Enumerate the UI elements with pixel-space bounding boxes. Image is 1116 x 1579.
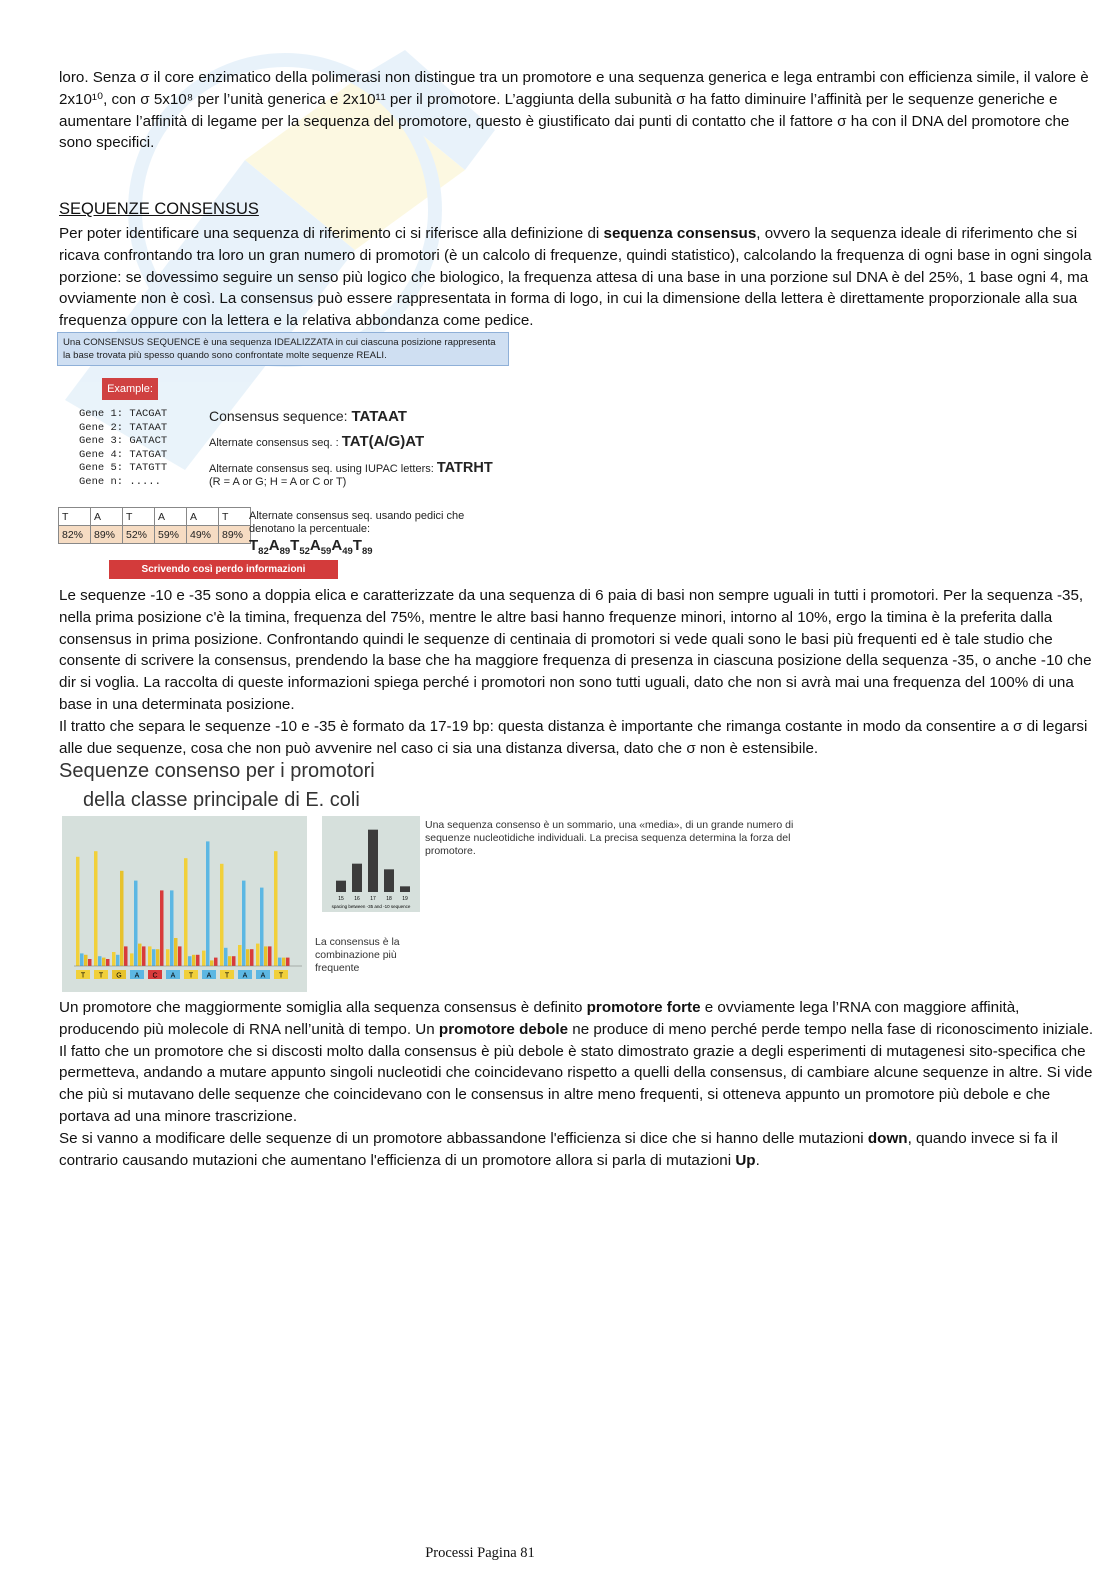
iupac-label: Alternate consensus seq. using IUPAC letters:: [209, 463, 437, 475]
bar: [238, 945, 242, 966]
bar: [80, 953, 84, 966]
iupac-value: TATRHT: [436, 460, 493, 476]
bar: [260, 888, 264, 966]
table-cell: 52%: [123, 526, 155, 544]
table-cell: 49%: [187, 526, 219, 544]
base-label: A: [134, 972, 140, 980]
bar: [202, 951, 206, 966]
base-label: A: [260, 972, 266, 980]
gene-line: Gene n: .....: [79, 475, 161, 488]
gene-line: Gene 3: GATACT: [79, 435, 168, 448]
bar: [130, 953, 134, 966]
base-label: T: [188, 972, 194, 980]
subscript-note: Alternate consensus seq. usando pedici che denotano la percentuale:: [249, 510, 465, 535]
figure-caption: Una sequenza consenso è un sommario, una «media», di un grande numero di sequenze nucleotidiche individuali. La precisa sequenza determina la forza del promotore.: [425, 819, 794, 857]
page-footer: Processi Pagina 81: [425, 1545, 535, 1561]
tick-label: 17: [370, 896, 376, 902]
base-frequency-chart: [62, 816, 307, 992]
base-label: A: [242, 972, 248, 980]
bar: [274, 851, 278, 966]
table-cell: A: [91, 508, 123, 526]
tick-label: 19: [402, 896, 408, 902]
base-label: A: [170, 972, 176, 980]
bar: [264, 946, 268, 966]
bar: [188, 956, 192, 966]
bar: [160, 890, 164, 966]
bar: [206, 841, 210, 966]
tick-label: 18: [386, 896, 392, 902]
tick-label: 16: [354, 896, 360, 902]
gene-list: [79, 408, 167, 490]
bar: [170, 890, 174, 966]
axis-label: spacing between -35 and -10 sequence: [331, 904, 411, 909]
subscript-sequence: $T_{82}A_{89}T_{52}A_{59}A_{49}T_{89}$: [249, 537, 373, 557]
bar: [116, 955, 120, 966]
bar: [246, 949, 250, 966]
bar: [250, 949, 254, 966]
table-cell: A: [187, 508, 219, 526]
figure-banner: Una CONSENSUS SEQUENCE è una sequenza IDEALIZZATA in cui ciascuna posizione rappresenta la base trovata più spesso quando sono confrontate molte sequenze REALI.: [57, 332, 509, 366]
bar: [278, 958, 282, 966]
bar: [148, 946, 152, 966]
table-cell: T: [59, 508, 91, 526]
paragraph-sequences: Le sequenze -10 e -35 sono a doppia elica e caratterizzate da una sequenza di 6 paia di basi non sempre uguali in tutti i promotori. Per la sequenza -35, nella prima posizione c'è la timina, frequenza del 75%, mentre le altre basi hanno frequenze minori, intorno al 10%, ergo la timina è la preferita dalla consensus in prima posizione. Confrontando quindi le sequenze di centinaia di promotori si vede quali sono le basi più frequenti ed è tale studio che consente di scrivere la consensus, prendendo la base che ha maggiore frequenza di presenza in ciascuna posizione della sequenza -35, o anche -10 che dir si voglia. La raccolta di queste informazioni spiega perché i promotori non sono tutti uguali, dato che non si avrà mai una frequenza del 100% di una base in una determinata posizione. Il tratto che separa le sequenze -10 e -35 è formato da 17-19 bp: questa distanza è importante che rimanga costante in modo da consentire a σ di legarsi alle due sequenze, cosa che non può avvenire nel caso ci sia una distanza diversa, dato che σ non è estensibile.: [59, 587, 1092, 757]
gene-line: Gene 2: TATAAT: [79, 421, 168, 434]
alt-label: Alternate consensus seq. :: [209, 437, 342, 449]
figure-subtitle: della classe principale di E. coli: [83, 789, 360, 811]
bar: [102, 958, 106, 966]
bar: [384, 869, 394, 892]
base-label: C: [152, 972, 158, 980]
table-cell: T: [123, 508, 155, 526]
table-cell: 89%: [219, 526, 251, 544]
gene-line: Gene 1: TACGAT: [79, 408, 168, 420]
bar: [124, 946, 128, 966]
promoter-consensus-figure: [57, 760, 827, 996]
info-loss-bar: Scrivendo così perdo informazioni: [109, 560, 338, 579]
table-cell: 89%: [91, 526, 123, 544]
table-cell: 59%: [155, 526, 187, 544]
alt-value: TAT(A/G)AT: [341, 433, 425, 450]
table-cell: 82%: [59, 526, 91, 544]
bar: [94, 851, 98, 966]
frequency-table: [58, 507, 251, 544]
bar: [178, 946, 182, 966]
base-label: T: [98, 972, 104, 980]
bar: [224, 948, 228, 966]
bar: [242, 881, 246, 966]
bar: [84, 955, 88, 966]
base-label: T: [278, 972, 284, 980]
bar: [88, 959, 92, 966]
bar: [352, 864, 362, 892]
bar: [184, 858, 188, 966]
bar: [210, 960, 214, 966]
bar: [214, 958, 218, 966]
figure-title: Sequenze consenso per i promotori: [59, 760, 375, 782]
bar: [400, 886, 410, 892]
bar: [134, 881, 138, 966]
consensus-example-figure: [57, 332, 517, 582]
bar: [220, 864, 224, 966]
base-label: A: [206, 972, 212, 980]
consensus-value: TATAAT: [351, 408, 407, 425]
bar: [152, 949, 156, 966]
bar: [268, 946, 272, 966]
bar: [174, 938, 178, 966]
bar: [76, 857, 80, 966]
bar: [192, 955, 196, 966]
bar: [120, 871, 124, 966]
table-cell: A: [155, 508, 187, 526]
bar: [228, 956, 232, 966]
figure-caption-consensus: La consensus è la combinazione più frequente: [315, 936, 400, 974]
tick-label: 15: [338, 896, 344, 902]
bar: [166, 949, 170, 966]
bar: [196, 955, 200, 966]
paragraph-affinity: loro. Senza σ il core enzimatico della polimerasi non distingue tra un promotore e una sequenza generica e lega entrambi con efficienza simile, il valore è 2x10¹⁰, con σ 5x10⁸ per l’unità generica e 2x10¹¹ per il promotore. L’aggiunta della subunità σ ha fatto diminuire l’affinità per le sequenze generiche e aumentare l’affinità di legame per la sequenza del promotore, questo è giustificato dai punti di contatto che il fattore σ ha con il DNA del promotore che sono specifici.: [59, 69, 1089, 152]
bar: [138, 944, 142, 966]
consensus-label: Consensus sequence:: [209, 408, 352, 424]
bar: [156, 949, 160, 966]
bar: [142, 946, 146, 966]
base-label: T: [224, 972, 230, 980]
section-heading: SEQUENZE CONSENSUS: [59, 200, 259, 218]
bar: [232, 956, 236, 966]
consensus-block: [209, 408, 493, 488]
example-label: Example:: [102, 378, 158, 400]
base-label: G: [116, 972, 122, 980]
paragraph-promoter-strength: Un promotore che maggiormente somiglia alla sequenza consensus è definito promotore forte e ovviamente lega l’RNA con maggiore affinità, producendo più molecole di RNA nell’unità di tempo. Un promotore debole ne produce di meno perché perde tempo nella fase di riconoscimento iniziale. Il fatto che un promotore che si discosti molto dalla consensus è più debole è stato dimostrato grazie a degli esperimenti di mutagenesi sito-specifica che permetteva, andando a mutare appunto singoli nucleotidi che coincidevano rispetto a quelli della consensus, di cambiare alcune sequenze in altre. Si vide che più si mutavano delle sequenze che coincidevano con le consensus in altre meno frequenti, si otteneva appunto un promotore più debole e che portava ad una minore trascrizione. Se si vanno a modificare delle sequenze di un promotore abbassandone l'efficienza si dice che si hanno delle mutazioni down, quando invece si fa il contrario causando mutazioni che aumentano l'efficienza di un promotore allora si parla di mutazioni Up.: [59, 999, 1094, 1169]
gene-line: Gene 5: TATGTT: [79, 462, 168, 475]
bar: [98, 956, 102, 966]
iupac-note: (R = A or G; H = A or C or T): [209, 476, 347, 488]
bar: [256, 944, 260, 966]
bar: [286, 958, 290, 966]
bar: [336, 881, 346, 892]
paragraph-consensus-definition: Per poter identificare una sequenza di riferimento ci si riferisce alla definizione di sequenza consensus, ovvero la sequenza ideale di riferimento che si ricava confrontando tra loro un gran numero di promotori (è un calcolo di frequenze, quindi statistico), calcolando la frequenza di ogni base in ogni singola porzione: se dovessimo seguire un senso più logico che biologico, la frequenza attesa di una base in una porzione sul DNA è del 25%, 1 base ogni 4, ma ovviamente non è così. La consensus può essere rappresentata in forma di logo, in cui la dimensione della lettera è direttamente proporzionale alla sua frequenza oppure con la lettera e la relativa abbondanza come pedice.: [59, 225, 1092, 330]
bar: [112, 952, 116, 966]
base-label: T: [80, 972, 86, 980]
bar: [368, 830, 378, 892]
gene-line: Gene 4: TATGAT: [79, 448, 168, 461]
bar: [106, 959, 110, 966]
subscript-consensus: [249, 510, 479, 558]
spacing-histogram: [322, 816, 420, 912]
table-cell: T: [219, 508, 251, 526]
bar: [282, 958, 286, 966]
